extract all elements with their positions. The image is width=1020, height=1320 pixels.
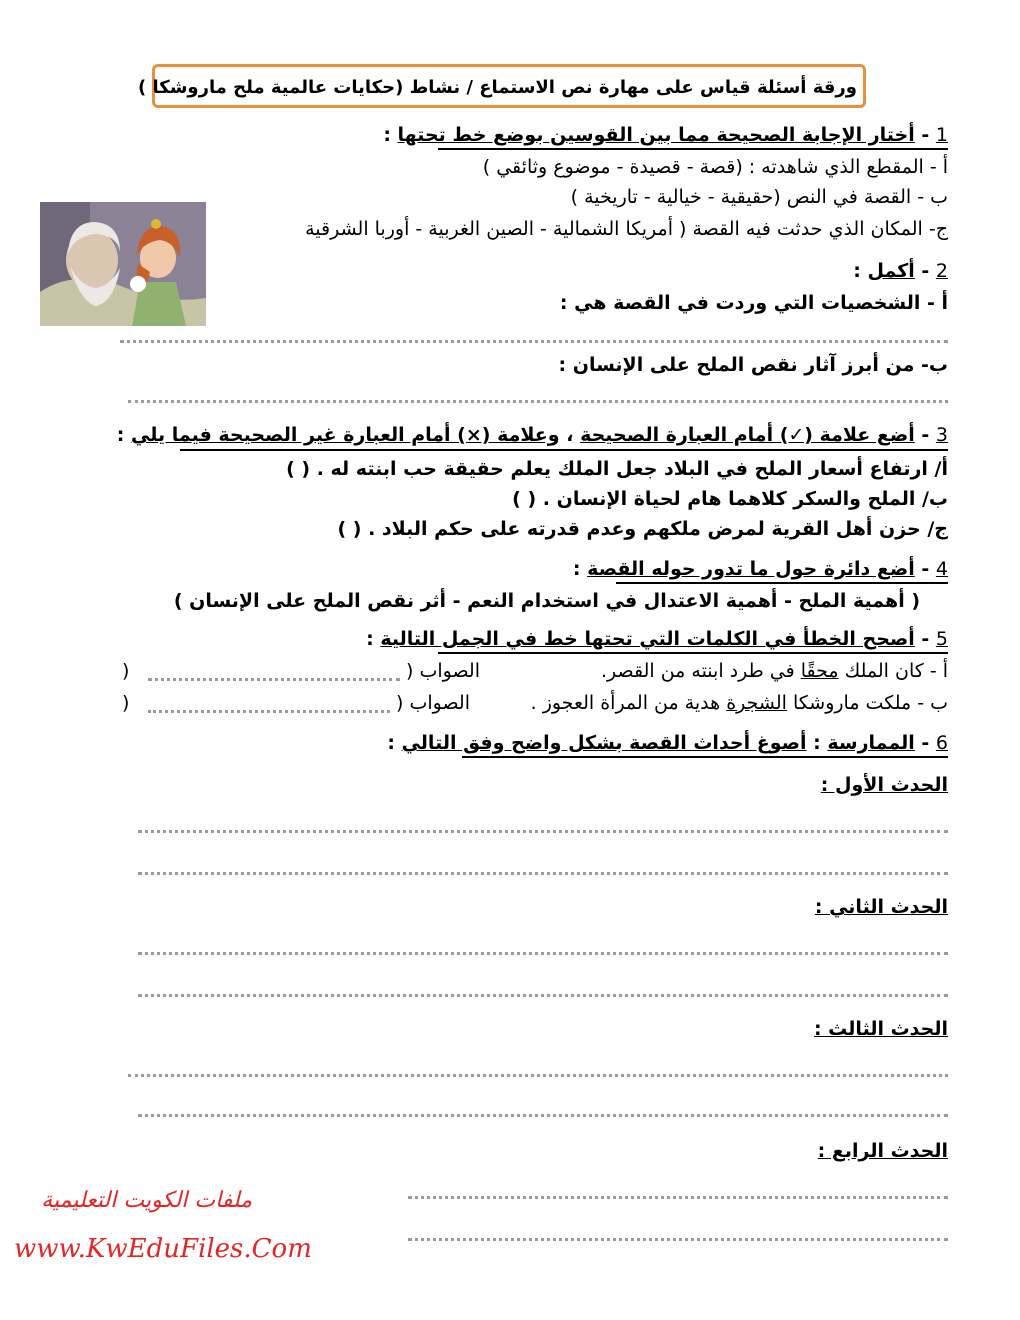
q2-item-b: ب- من أبرز آثار نقص الملح على الإنسان :: [558, 354, 948, 376]
q4-underline: [616, 582, 948, 584]
event-4-line-2[interactable]: [408, 1238, 948, 1241]
q5-item-b-word: الشجرة: [726, 692, 787, 714]
event-2-line-2[interactable]: [138, 994, 948, 997]
q6-number: 6: [935, 732, 948, 754]
q1-item-b: ب - القصة في النص (حقيقية - خيالية - تاريخية ): [570, 186, 948, 208]
page-title: ورقة أسئلة قياس على مهارة نص الاستماع / نشاط (حكايات عالمية ملح ماروشكا ): [138, 77, 857, 98]
q3-item-c: [337, 516, 948, 542]
q5-answer-line-a[interactable]: [148, 678, 400, 681]
q5-heading: 5 - أصحح الخطأ في الكلمات التي تحتها خط في الجمل التالية :: [366, 628, 948, 650]
q5-item-a-post: في طرد ابنته من القصر.: [600, 660, 801, 682]
q3-heading: 3 - أضع علامة (✓) أمام العبارة الصحيحة ، وعلامة (×) أمام العبارة غير الصحيحة فيما يلي :: [116, 424, 948, 446]
q5-item-b-answer-label: [396, 690, 470, 716]
q5-answer-line-b[interactable]: [148, 710, 390, 713]
q3-item-a-text: أ/ ارتفاع أسعار الملح في البلاد جعل الملك يعلم حقيقة حب ابنته له .: [316, 458, 948, 480]
q3-item-b-answer[interactable]: ( ): [512, 488, 537, 510]
q5-item-b-pre: ب - ملكت ماروشكا: [786, 692, 948, 714]
title-box: [138, 64, 866, 108]
story-illustration: [40, 202, 206, 326]
q6-underline: [462, 756, 948, 758]
q2-answer-line-b[interactable]: [128, 400, 948, 403]
q5-item-b: [531, 690, 948, 716]
q3-item-a: [286, 456, 948, 482]
q3-item-c-answer[interactable]: ( ): [337, 518, 362, 540]
q5-answer-label-b: الصواب: [409, 692, 470, 714]
q5-answer-label-a: الصواب: [419, 660, 480, 682]
q4-label: أضع دائرة حول ما تدور حوله القصة: [587, 558, 915, 580]
q1-heading: 1 - أختار الإجابة الصحيحة مما بين القوسين بوضع خط تحتها :: [383, 124, 948, 146]
event-1-line-2[interactable]: [138, 872, 948, 875]
q3-item-b: [512, 486, 948, 512]
event-2-line-1[interactable]: [138, 952, 948, 955]
event-3-heading: الحدث الثالث :: [813, 1018, 948, 1040]
q1-underline: [438, 148, 948, 150]
q5-item-a: [601, 658, 948, 684]
event-1-heading: الحدث الأول :: [820, 774, 948, 796]
watermark-url[interactable]: www.KwEduFiles.Com: [14, 1234, 312, 1264]
q5-item-a-word: محقًا: [800, 660, 839, 682]
q3-underline: [180, 449, 948, 451]
q3-item-c-text: ج/ حزن أهل القرية لمرض ملكهم وعدم قدرته على حكم البلاد .: [368, 518, 948, 540]
q4-heading: 4 - أضع دائرة حول ما تدور حوله القصة :: [572, 558, 948, 580]
q5-open-paren-b: (: [396, 692, 404, 714]
event-4-line-1[interactable]: [408, 1196, 948, 1199]
q5-underline: [438, 652, 948, 654]
event-3-line-2[interactable]: [138, 1114, 948, 1117]
q5-close-paren-a: ): [122, 660, 130, 682]
q3-label-incorrect: وعلامة (×) أمام العبارة غير الصحيحة فيما يلي: [130, 424, 560, 446]
q2-heading: 2 - أكمل :: [853, 260, 948, 282]
q1-item-a: أ - المقطع الذي شاهدته : (قصة - قصيدة - موضوع وثائقي ): [482, 156, 948, 178]
q2-number: 2: [935, 260, 948, 282]
q3-label-sep: ،: [559, 424, 574, 446]
q3-number: 3: [935, 424, 948, 446]
q5-close-paren-b: ): [122, 692, 130, 714]
q5-item-b-post: هدية من المرأة العجوز .: [530, 692, 727, 714]
event-4-heading: الحدث الرابع :: [817, 1140, 948, 1162]
q5-open-paren-a: (: [406, 660, 414, 682]
q6-heading: 6 - الممارسة : أصوغ أحداث القصة بشكل واضح وفق التالي :: [387, 732, 948, 754]
event-3-line-1[interactable]: [128, 1074, 948, 1077]
illustration-image: [40, 202, 206, 326]
q1-label: أختار الإجابة الصحيحة مما بين القوسين بوضع خط تحتها: [397, 124, 915, 146]
q2-item-a: أ - الشخصيات التي وردت في القصة هي :: [559, 292, 948, 314]
q3-label-correct: أضع علامة (✓) أمام العبارة الصحيحة: [580, 424, 915, 446]
q3-item-b-text: ب/ الملح والسكر كلاهما هام لحياة الإنسان .: [542, 488, 948, 510]
q6-label-a: الممارسة: [827, 732, 915, 754]
q1-item-c: ج- المكان الذي حدثت فيه القصة ( أمريكا الشمالية - الصين الغربية - أوربا الشرقية: [305, 218, 948, 240]
event-2-heading: الحدث الثاني :: [814, 896, 948, 918]
q4-number: 4: [935, 558, 948, 580]
q5-label: أصحح الخطأ في الكلمات التي تحتها خط في الجمل التالية: [380, 628, 915, 650]
q1-number: 1: [935, 124, 948, 146]
q5-item-a-answer-label: [406, 658, 480, 684]
q5-item-a-pre: أ - كان الملك: [838, 660, 948, 682]
q3-item-a-answer[interactable]: ( ): [286, 458, 311, 480]
q2-label: أكمل: [867, 260, 915, 282]
q2-answer-line-a[interactable]: [120, 340, 948, 343]
watermark-arabic: ملفات الكويت التعليمية: [41, 1188, 252, 1213]
q4-options[interactable]: ( أهمية الملح - أهمية الاعتدال في استخدام النعم - أثر نقص الملح على الإنسان ): [173, 590, 920, 612]
event-1-line-1[interactable]: [138, 830, 948, 833]
q5-number: 5: [935, 628, 948, 650]
q6-label-b: أصوغ أحداث القصة بشكل واضح وفق التالي: [401, 732, 807, 754]
